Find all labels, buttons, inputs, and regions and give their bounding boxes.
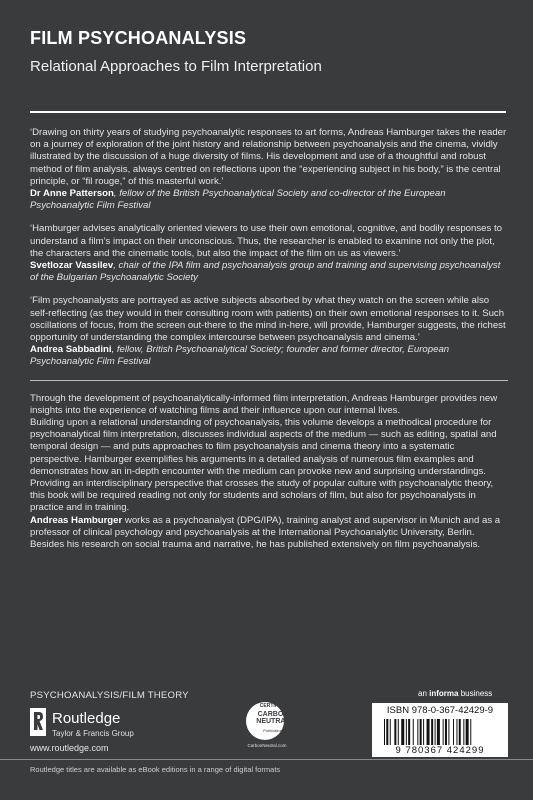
carbon-neutral-seal [246,702,290,740]
ebook-note: Routledge titles are available as eBook editions in a range of digital formats [30,765,281,774]
footer-divider [0,759,533,760]
publisher-group: Taylor & Francis Group [52,729,134,738]
endorser-affiliation: , fellow of the British Psychoanalytical Society and co-director of the European Psychoanalytic Film Festival [30,188,446,212]
barcode-icon [384,719,500,745]
author-bio-text: works as a psychoanalyst (DPG/IPA), training analyst and supervisor in Munich and as a professor of clinical psychology and psychoanalysis at the International Psychoanalytic University, Berlin. Besides his research on social trauma and narrative, he has published extensively on film psychoanalysis. [30,514,501,551]
endorser-affiliation: , chair of the IPA film and psychoanalysis group and training and supervising psychoanalyst of the Bulgarian Psychoanalytic Society [30,260,501,284]
subject-category: PSYCHOANALYSIS/FILM THEORY [30,690,189,701]
informa-prefix: an [418,689,430,698]
author-bio [30,515,508,552]
endorser-name: Svetlozar Vassilev [30,260,114,272]
endorsement-attribution [30,188,508,212]
endorsement-attribution [30,260,508,284]
informa-suffix: business [458,689,493,698]
carbon-certified-label: CERTIFIED [259,703,287,709]
endorsement [30,127,508,212]
carbon-publication-label: Publication [263,728,283,733]
description-paragraph: Providing an interdisciplinary perspective that crosses the study of popular culture with psychoanalytic theory, this book will be required reading not only for students and scholars of film, but also for psychoanalysts in practice and in training. [30,478,494,514]
endorser-name: Dr Anne Patterson [30,188,114,200]
informa-tagline [418,689,492,698]
endorsement-quote: ‘Hamburger advises analytically oriented viewers to use their own emotional, cognitive, and bodily responses to understand a film’s impact on their unconscious. Thus, the researcher is enabled to examine not only the plot, the characters and the cinematic tools, but also the impact of the film on us as viewers.’ [30,223,502,259]
publisher-website: www.routledge.com [30,743,109,753]
book-subtitle: Relational Approaches to Film Interpretation [30,58,322,75]
endorsement-quote: ‘Drawing on thirty years of studying psychoanalytic responses to art forms, Andreas Hamburger takes the reader on a journey of exploration of the joint history and relationship between psychoanalysis and the cinema, vividly illustrated by the discussion of a huge diversity of films. His development and use of a thoughtful and robust method of film analysis, always centred on reflections upon the “experiencing subject in his body,” is the central principle, or “fil rouge,” of this masterful work.’ [30,127,507,187]
book-title: FILM PSYCHOANALYSIS [30,28,247,48]
informa-brand: informa [429,689,459,698]
endorsement [30,295,508,368]
blurb-content [30,127,508,551]
endorser-affiliation: , fellow, British Psychoanalytical Society; founder and former director, European Psychoanalytic Film Festival [30,344,450,368]
barcode-digits: 9 780367 424299 [395,745,485,756]
carbon-neutral-label: CARBON NEUTRAL [256,711,290,725]
endorsement [30,223,508,284]
endorsement-quote: ‘Film psychoanalysts are portrayed as active subjects absorbed by what they watch on the screen while also self-reflecting (as they would in their consulting room with patients) on their own emotional responses to it. Such oscillations of focus, from the screen out-there to the mind in-here, will provide, Hamburger suggests, the richest opportunity of understanding the complex intercourse between psychoanalysis and cinema.’ [30,295,506,344]
endorsement-attribution [30,344,508,368]
routledge-logo [30,708,190,744]
publisher-name: Routledge [52,710,121,727]
endorser-name: Andrea Sabbadini [30,344,112,356]
description-paragraph: Through the development of psychoanalytically-informed film interpretation, Andreas Hamburger provides new insights into the experience of watching films and their influence upon our internal lives. [30,392,498,416]
author-name: Andreas Hamburger [30,514,123,526]
carbon-neutral-url: CarbonNeutral.com [247,743,287,748]
carbon-neutral-badge [238,702,296,754]
isbn-number: ISBN 978-0-367-42429-9 [386,705,494,716]
isbn-barcode-box [372,703,508,757]
section-divider [30,380,508,381]
title-divider [30,111,506,113]
description-paragraph: Building upon a relational understanding of psychoanalysis, this volume develops a methodical procedure for psychoanalytical film interpretation, discusses individual aspects of the medium — such as editing, spatial and temporal design — and puts approaches to film psychoanalysis and cinema theory into a systematic perspective. Hamburger exemplifies his arguments in a detailed analysis of numerous film examples and demonstrates how an in-depth encounter with the medium can provoke new and surprising understandings. [30,417,497,477]
routledge-mark-icon [30,708,46,736]
